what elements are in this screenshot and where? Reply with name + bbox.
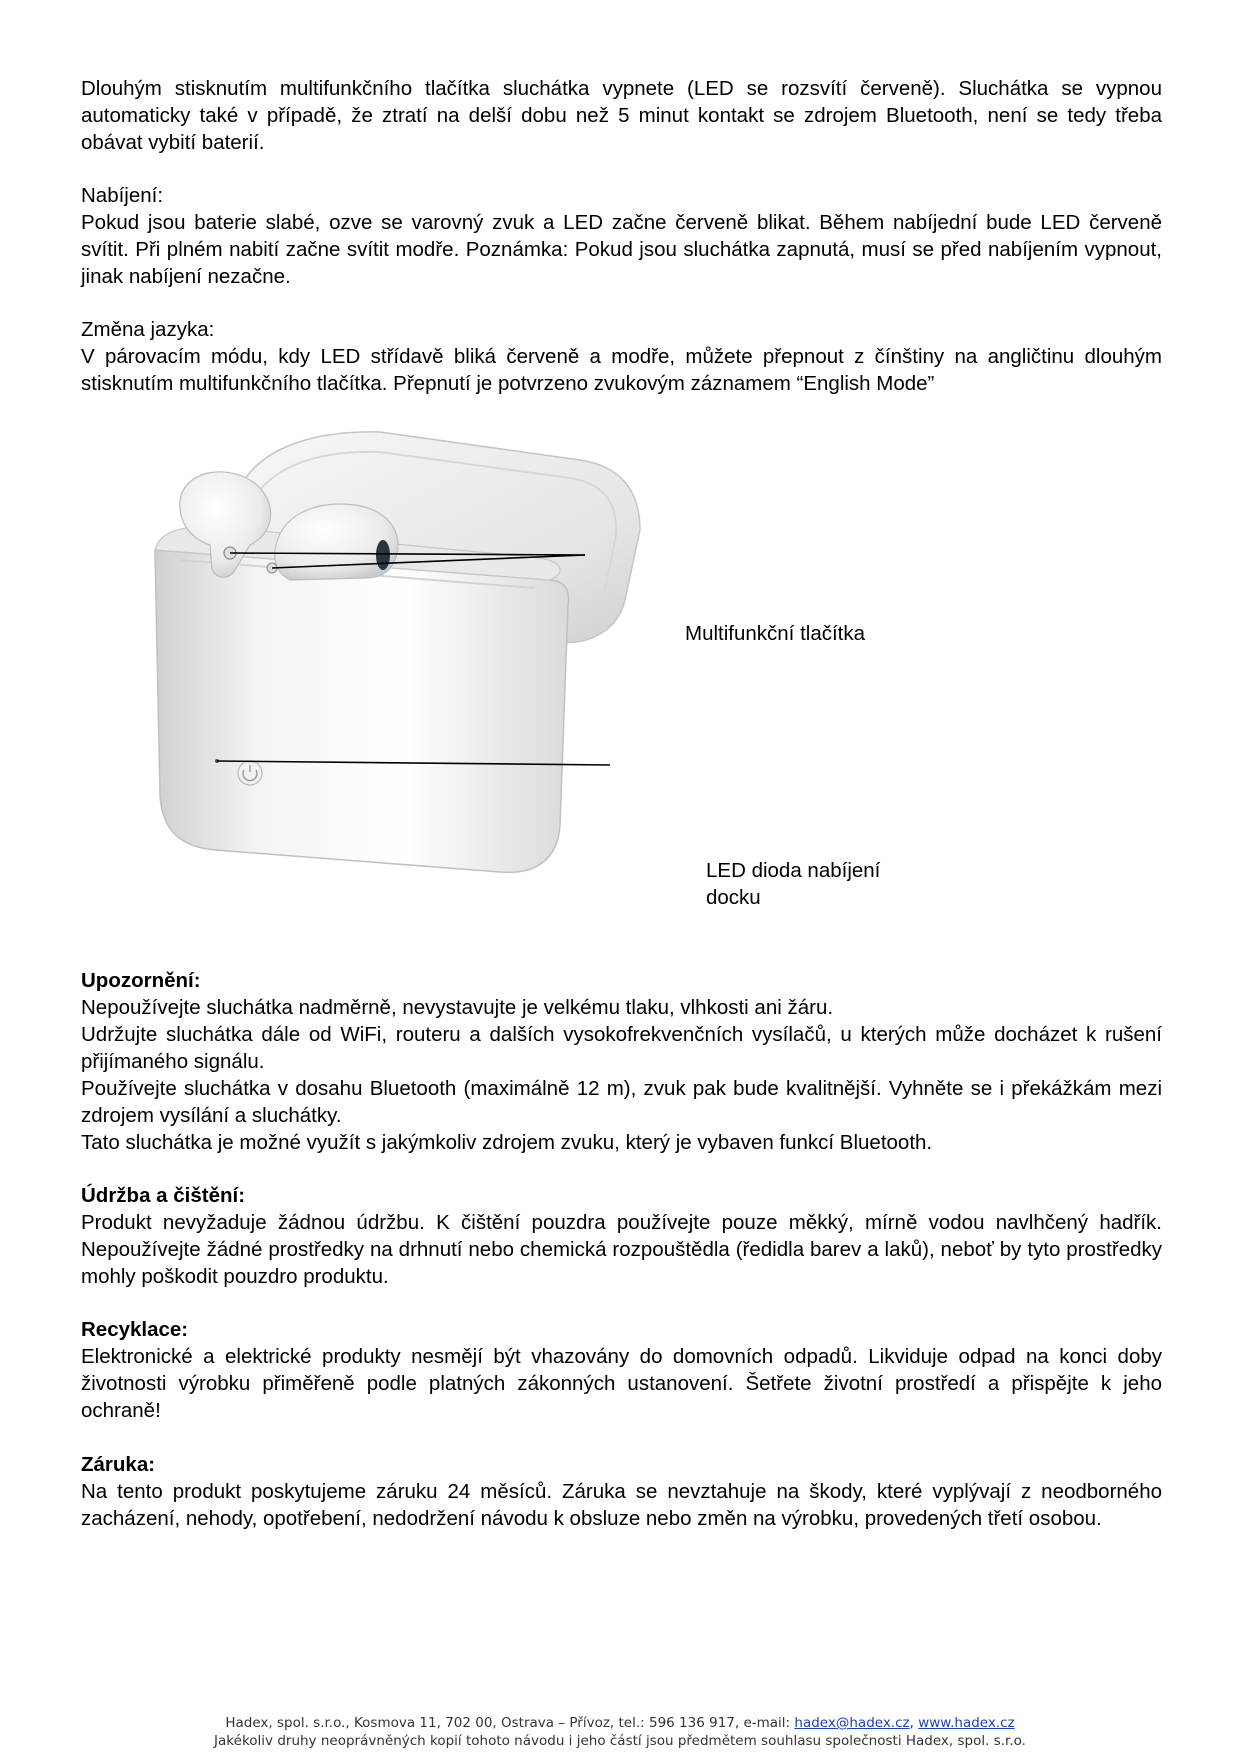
- language-heading: Změna jazyka:: [81, 318, 215, 341]
- language-section: [81, 316, 1162, 397]
- footer-separator: ,: [909, 1715, 919, 1731]
- warranty-section: [81, 1451, 1162, 1532]
- warning-section: [81, 967, 1162, 1156]
- footer-line-2: Jakékoliv druhy neoprávněných kopií tohoto návodu i jeho částí jsou předmětem souhlasu společnosti Hadex, spol. s.r.o.: [214, 1733, 1026, 1749]
- callout-led-line1: LED dioda nabíjení: [706, 859, 881, 882]
- power-button: [238, 761, 262, 785]
- recycling-section: [81, 1316, 1162, 1424]
- warranty-text: Na tento produkt poskytujeme záruku 24 měsíců. Záruka se nevztahuje na škody, které vyplývají z neodborného zacházení, nehody, opotřebení, nedodržení návodu k obsluze nebo změn na výrobku, provedených třetí osobou.: [81, 1480, 1162, 1530]
- footer-company-info: Hadex, spol. s.r.o., Kosmova 11, 702 00, Ostrava – Přívoz, tel.: 596 136 917, e-mail:: [225, 1715, 795, 1731]
- callout-multifunction-buttons: Multifunkční tlačítka: [685, 622, 866, 645]
- recycling-heading: Recyklace:: [81, 1318, 189, 1341]
- intro-section: [81, 75, 1162, 156]
- charging-text: Pokud jsou baterie slabé, ozve se varovný zvuk a LED začne červeně blikat. Během nabíjední bude LED červeně svítit. Při plném nabití začne svítit modře. Poznámka: Pokud jsou sluchátka zapnutá, musí se před nabíjením vypnout, jinak nabíjení nezačne.: [81, 211, 1162, 288]
- warning-line: Používejte sluchátka v dosahu Bluetooth (maximálně 12 m), zvuk pak bude kvalitnější. Vyhněte se i překážkám mezi zdrojem vysílání a sluchátky.: [81, 1077, 1162, 1127]
- warning-heading: Upozornění:: [81, 969, 201, 992]
- language-text: V párovacím módu, kdy LED střídavě bliká červeně a modře, můžete přepnout z čínštiny na angličtinu dlouhým stisknutím multifunkčního tlačítka. Přepnutí je potvrzeno zvukovým záznamem “English Mode”: [81, 345, 1162, 395]
- warning-line: Tato sluchátka je možné využít s jakýmkoliv zdrojem zvuku, který je vybaven funkcí Bluetooth.: [81, 1131, 933, 1154]
- charging-section: [81, 182, 1162, 290]
- footer-email-link[interactable]: hadex@hadex.cz: [794, 1715, 910, 1731]
- maintenance-text: Produkt nevyžaduje žádnou údržbu. K čištění pouzdra používejte pouze měkký, mírně vodou navlhčený hadřík. Nepoužívejte žádné prostředky na drhnutí nebo chemická rozpouštědla (ředidla barev a laků), neboť by tyto prostředky mohly poškodit pouzdro produktu.: [81, 1211, 1162, 1288]
- footer-website-link[interactable]: www.hadex.cz: [918, 1715, 1015, 1731]
- recycling-text: Elektronické a elektrické produkty nesmějí být vhazovány do domovních odpadů. Likviduje odpad na konci doby životnosti výrobku přiměřeně podle platných zákonných ustanovení. Šetřete životní prostředí a přispějte k jeho ochraně!: [81, 1345, 1162, 1422]
- footer-line-1: [0, 1715, 1240, 1731]
- callout-led: [706, 857, 880, 911]
- warning-line: Udržujte sluchátka dále od WiFi, routeru a dalších vysokofrekvenčních vysílačů, u kterých může docházet k rušení přijímaného signálu.: [81, 1023, 1162, 1073]
- warning-line: Nepoužívejte sluchátka nadměrně, nevystavujte je velkému tlaku, vlhkosti ani žáru.: [81, 996, 834, 1019]
- maintenance-heading: Údržba a čištění:: [81, 1184, 246, 1207]
- intro-paragraph: Dlouhým stisknutím multifunkčního tlačítka sluchátka vypnete (LED se rozsvítí červeně). Sluchátka se vypnou automaticky také v případě, že ztratí na delší dobu než 5 minut kontakt se zdrojem Bluetooth, není se tedy třeba obávat vybití baterií.: [81, 77, 1162, 154]
- earbuds-case-illustration: [140, 430, 1140, 950]
- maintenance-section: [81, 1182, 1162, 1290]
- warranty-heading: Záruka:: [81, 1453, 156, 1476]
- callout-led-line2: docku: [706, 886, 761, 909]
- charging-heading: Nabíjení:: [81, 184, 164, 207]
- right-speaker-grill: [376, 540, 390, 570]
